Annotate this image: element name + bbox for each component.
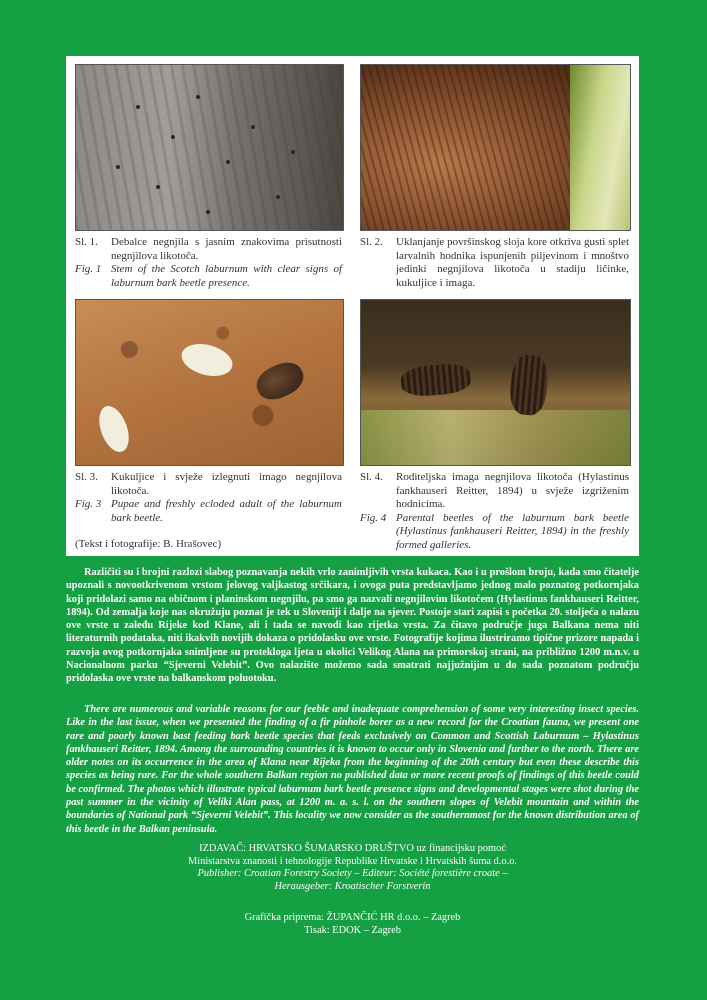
figure-label: Fig. 3 [75,498,102,510]
caption-text-hr: Kukuljice i svježe izlegnuti imago negnjilova likotoča. [111,471,342,497]
body-text-croatian [66,566,639,686]
publisher-line: IZDAVAČ: HRVATSKO ŠUMARSKO DRUŠTVO uz financijsku pomoć [199,843,506,854]
figure-label: Fig. 4 [360,511,387,524]
figure-1-caption [75,236,342,290]
paragraph-hr: Različiti su i brojni razlozi slabog poznavanja nekih vrlo zanimljivih vrsta kukaca. Kao i u prošlom broju, kada smo čitatelje upoznali s novootkrivenom vrstom jelovog valjkastog srčikara, i ovoga puta predstavljamo jednog malo poznatog potkornjaka koji pridolazi samo na običnom i planinskom negnjilu, pa smo ga nazvali negnjilovim likotočem (Hylastinus fankhauseri Reitter, 1894). Od zemalja koje nas okružuju poznat je tek u Sloveniji i dalje na sjever. Postoje stari zapisi s početka 20. stoljeća o nalazu ove vrste u zaleđu Rijeke kod Klane, ali i tada se navodi kao rijetka vrsta. Za čitavo područje juga Balkana nema niti literaturnih podataka, niti ikakvih novijih dokaza o pridolasku ove vrste. Fotografije kojima ilustriramo tipične prizore napada i razvoja ovog potkornjaka snimljene su protekloga ljeta u okolici Velikog Alana na primorskoj strani, na približno 1200 m.n.v. u Nacionalnom parku “Sjeverni Velebit”. Ovo nalazište možemo sada smatrati najjužnijim u do sada poznatom području pridolaska ove vrste na balkanskom poluotoku. [66,567,639,685]
figure-label: Fig. 1 [75,263,102,275]
ministry-line: Ministarstva znanosti i tehnologije Republike Hrvatske i Hrvatskih šuma d.o.o. [188,855,517,867]
photo-laburnum-stem [75,64,344,231]
print-line: Tisak: EDOK – Zagreb [304,924,401,936]
paragraph-en: There are numerous and variable reasons for our feeble and inadequate comprehension of some very interesting insect species. Like in the last issue, when we presented the finding of a fir pinhole borer as a new record for the Croatian fauna, we present one rare and poorly known bast feeding bark beetle species that feeds exclusively on Common and Scottish Laburnum – Hylastinus fankhauseri Reitter, 1894. Among the surrounding countries it is known to occur only in Slovenia and further to the north. There are older notes on its occurrence in the area of Klana near Rijeka from the beginning of the 20th century but even these describe this species as being rare. For the whole southern Balkan region no published data or more recent proofs of findings of this beetle could be confirmed. The photos which illustrate typical laburnum bark beetle presence signs and developmental stages were shot during the past summer in the vicinity of Veliki Alan pass, at 1200 m. a. s. l. on the southern slopes of Velebit mountain and within the boundaries of National park “Sjeverni Velebit”. This locality we now consider as the southernmost for the known distribution area of this beetle in the Balkan peninsula. [66,704,639,835]
caption-text-hr: Debalce negnjila s jasnim znakovima prisutnosti negnjilova likotoča. [111,236,342,262]
caption-text-hr: Uklanjanje površinskog sloja kore otkriva gusti splet larvalnih hodnika ispunjenih piljevinom i mnoštvo jedinki negnjilova likotoča u stadiju ličinke, kukuljice i imaga. [396,236,629,289]
caption-text-hr: Roditeljska imaga negnjilova likotoča (Hylastinus fankhauseri Reitter, 1894) u svježe izgriženim hodnicima. [396,471,629,510]
caption-text-en: Parental beetles of the laburnum bark beetle (Hylastinus fankhauseri Reitter, 1894) in the freshly formed galleries. [396,511,629,551]
figure-label: Sl. 1. [75,236,98,248]
photo-pupae-and-adult [75,299,344,466]
body-text-english [66,703,639,836]
imprint [66,843,639,937]
photo-parental-beetles [360,299,631,466]
figure-label: Sl. 2. [360,236,383,248]
herausgeber-line: Herausgeber: Kroatischer Forstverin [274,880,431,892]
figure-label: Sl. 4. [360,471,383,483]
photo-credit: (Tekst i fotografije: B. Hrašovec) [75,538,222,550]
photo-larval-galleries [360,64,631,231]
prepress-line: Grafička priprema: ŽUPANČIĆ HR d.o.o. – Zagreb [244,912,461,923]
caption-text-en: Stem of the Scotch laburnum with clear signs of laburnum bark beetle presence. [111,263,342,289]
photo-panel [66,56,639,556]
figure-label: Sl. 3. [75,471,98,483]
caption-text-en: Pupae and freshly ecloded adult of the laburnum bark beetle. [111,498,342,524]
figure-4-caption [360,471,629,552]
figure-3-caption [75,471,342,525]
publisher-multilingual: Publisher: Croatian Forestry Society – Editeur: Société forestière croate – [197,868,508,879]
figure-2-caption [360,236,629,290]
